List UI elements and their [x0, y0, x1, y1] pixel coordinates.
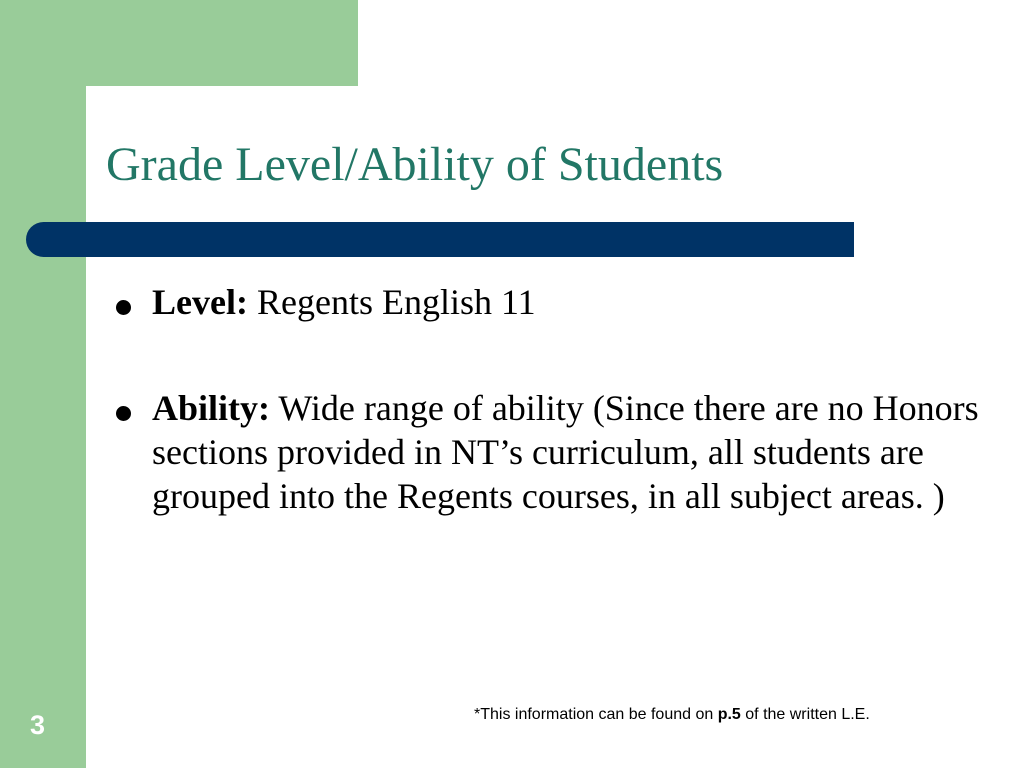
top-panel — [0, 0, 358, 86]
footnote — [474, 706, 870, 724]
footnote-page-ref: p.5 — [717, 706, 741, 723]
bullet-level — [112, 280, 1012, 324]
bullet-label: Level: — [152, 282, 248, 322]
bullet-dot-icon — [116, 406, 131, 421]
bullet-text: Wide range of ability (Since there are no Honors sections provided in NT’s curriculum, all students are grouped into the Regents courses, in all subject areas. ) — [152, 388, 979, 516]
bullet-dot-icon — [116, 300, 131, 315]
bullet-list — [112, 280, 1012, 518]
footnote-prefix: *This information can be found on — [474, 706, 718, 723]
bullet-ability — [112, 386, 1012, 518]
slide-number: 3 — [30, 710, 46, 740]
title-rule-bar — [26, 222, 854, 257]
footnote-suffix: of the written L.E. — [740, 706, 870, 723]
slide-title: Grade Level/Ability of Students — [106, 138, 724, 191]
bullet-label: Ability: — [152, 388, 271, 428]
bullet-text: Regents English 11 — [256, 282, 536, 322]
side-panel — [0, 0, 86, 768]
